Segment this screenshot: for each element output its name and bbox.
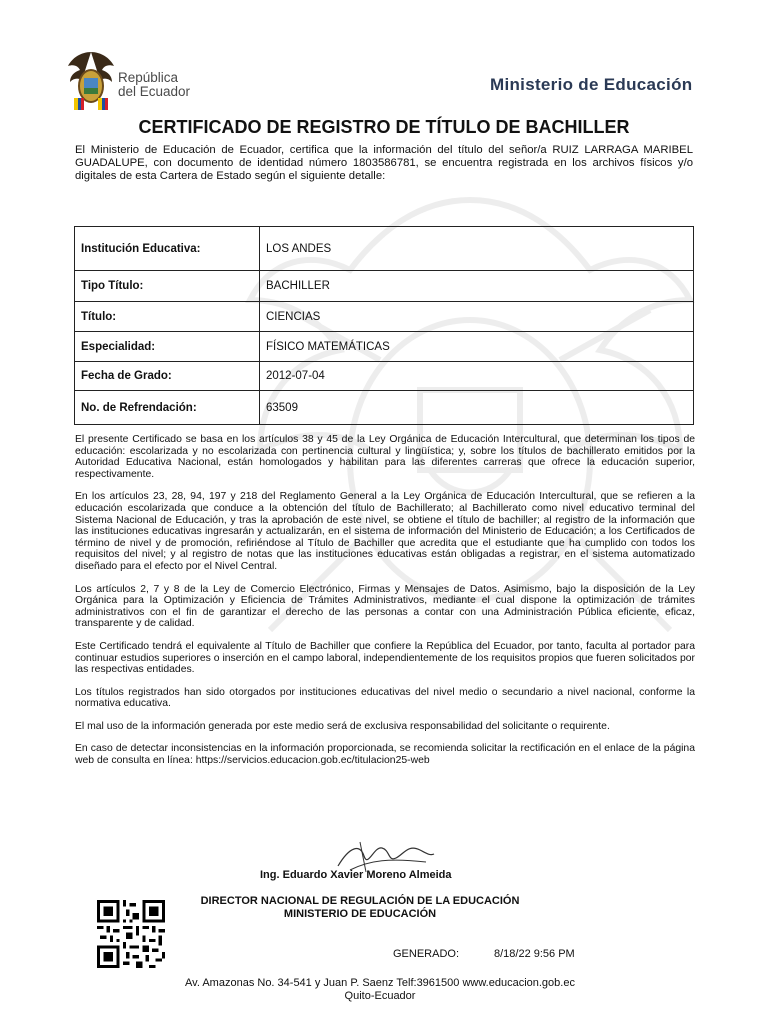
document-title: CERTIFICADO DE REGISTRO DE TÍTULO DE BACHILLER — [138, 117, 630, 137]
legal-paragraph: Los títulos registrados han sido otorgados por instituciones educativas del nivel medio o secundario a nivel nacional, conforme la normativa educativa. — [75, 686, 695, 710]
record-value: FÍSICO MATEMÁTICAS — [260, 332, 694, 362]
intro-paragraph: El Ministerio de Educación de Ecuador, certifica que la información del título del señor/a RUIZ LARRAGA MARIBEL GUADALUPE, con documento de identidad número 1803586781, se encuentra registrada en los archivos físicos y/o digitales de esta Cartera de Estado según el siguiente detalle: — [75, 144, 693, 182]
legal-paragraph: El mal uso de la información generada por este medio será de exclusiva responsabilidad del solicitante o requirente. — [75, 720, 610, 732]
table-row — [75, 227, 694, 271]
position-line-2: MINISTERIO DE EDUCACIÓN — [283, 908, 437, 920]
record-value: LOS ANDES — [260, 227, 694, 271]
generated-label: GENERADO: — [393, 948, 460, 960]
legal-paragraph: En caso de detectar inconsistencias en la información proporcionada, se recomienda solicitar la rectificación en el enlace de la página web de consulta en línea: https://servicios.educacion.gob.ec/titulacion25-web — [75, 743, 695, 767]
footer-line-2: Quito-Ecuador — [344, 990, 416, 1002]
record-label: Tipo Título: — [75, 271, 260, 302]
legal-paragraph: Este Certificado tendrá el equivalente al Título de Bachiller que confiere la República del Ecuador, por tanto, faculta al portador para continuar estudios superiores o inserción en el campo laboral, independientemente de los requisitos propios que fueren solicitados por las respectivas entidades. — [75, 640, 695, 676]
qr-code — [95, 900, 167, 968]
footer-line-1: Av. Amazonas No. 34-541 y Juan P. Saenz Telf:3961500 www.educacion.gob.ec — [185, 977, 575, 989]
legal-paragraph: Los artículos 2, 7 y 8 de la Ley de Comercio Electrónico, Firmas y Mensajes de Datos. Asimismo, bajo la disposición de la Ley Orgánica para la Optimización y Eficiencia de Trámites Administrativos, mediante el cual dispone la optimización de trámites administrativos con el fin de garantizar el derecho de las personas a contar con una Administración Pública eficiente, eficaz, transparente y de calidad. — [75, 583, 695, 630]
signer-name: Ing. Eduardo Xavier Moreno Almeida — [260, 869, 452, 881]
record-label: Fecha de Grado: — [75, 362, 260, 391]
record-value: CIENCIAS — [260, 302, 694, 332]
table-row — [75, 391, 694, 425]
position-line-1: DIRECTOR NACIONAL DE REGULACIÓN DE LA EDUCACIÓN — [200, 895, 520, 907]
record-value: 2012-07-04 — [260, 362, 694, 391]
signer-position — [180, 895, 540, 921]
table-row — [75, 271, 694, 302]
footer-address — [150, 977, 610, 1003]
republic-line-2: del Ecuador — [118, 84, 191, 99]
republic-line-1: República — [118, 70, 179, 85]
republic-name — [118, 71, 190, 99]
record-value: BACHILLER — [260, 271, 694, 302]
table-row — [75, 332, 694, 362]
legal-text — [75, 434, 695, 778]
table-row — [75, 302, 694, 332]
record-label: Título: — [75, 302, 260, 332]
legal-paragraph: El presente Certificado se basa en los artículos 38 y 45 de la Ley Orgánica de Educación Intercultural, que determinan los tipos de educación: escolarizada y no escolarizada con pertinencia cultural y lingüística; y, sobre los títulos de bachillerato emitidos por la Autoridad Educativa Nacional, están homologados y habilitan para las diferentes carreras que ofrece la educación superior, respectivamente. — [75, 434, 695, 480]
legal-paragraph: En los artículos 23, 28, 94, 197 y 218 del Reglamento General a la Ley Orgánica de Educación Intercultural, que se refieren a la educación escolarizada que conduce a la obtención del título de Bachillerato; al Bachillerato como nivel educativo terminal del Sistema Nacional de Educación, y tras la aprobación de este nivel, se obtiene el título de bachiller; al registro de la información que las instituciones educativas ingresarán y actualizarán, en el sistema de información del Ministerio de Educación; a los Certificados de término de nivel y de promoción, refiriéndose al Título de Bachiller que acredita que el estudiante que ha cumplido con todos los requisitos del nivel; y al registro de notas que las instituciones educativas están obligadas a registrar, en el sistema automatizado diseñado para el efecto por el Nivel Central. — [75, 491, 695, 572]
table-row — [75, 362, 694, 391]
record-table — [74, 226, 694, 425]
generated-timestamp: 8/18/22 9:56 PM — [494, 948, 575, 960]
record-label: No. de Refrendación: — [75, 391, 260, 425]
record-label: Institución Educativa: — [75, 227, 260, 271]
record-value: 63509 — [260, 391, 694, 425]
record-label: Especialidad: — [75, 332, 260, 362]
coat-of-arms-icon — [66, 48, 116, 112]
ministry-name: Ministerio de Educación — [490, 75, 693, 94]
